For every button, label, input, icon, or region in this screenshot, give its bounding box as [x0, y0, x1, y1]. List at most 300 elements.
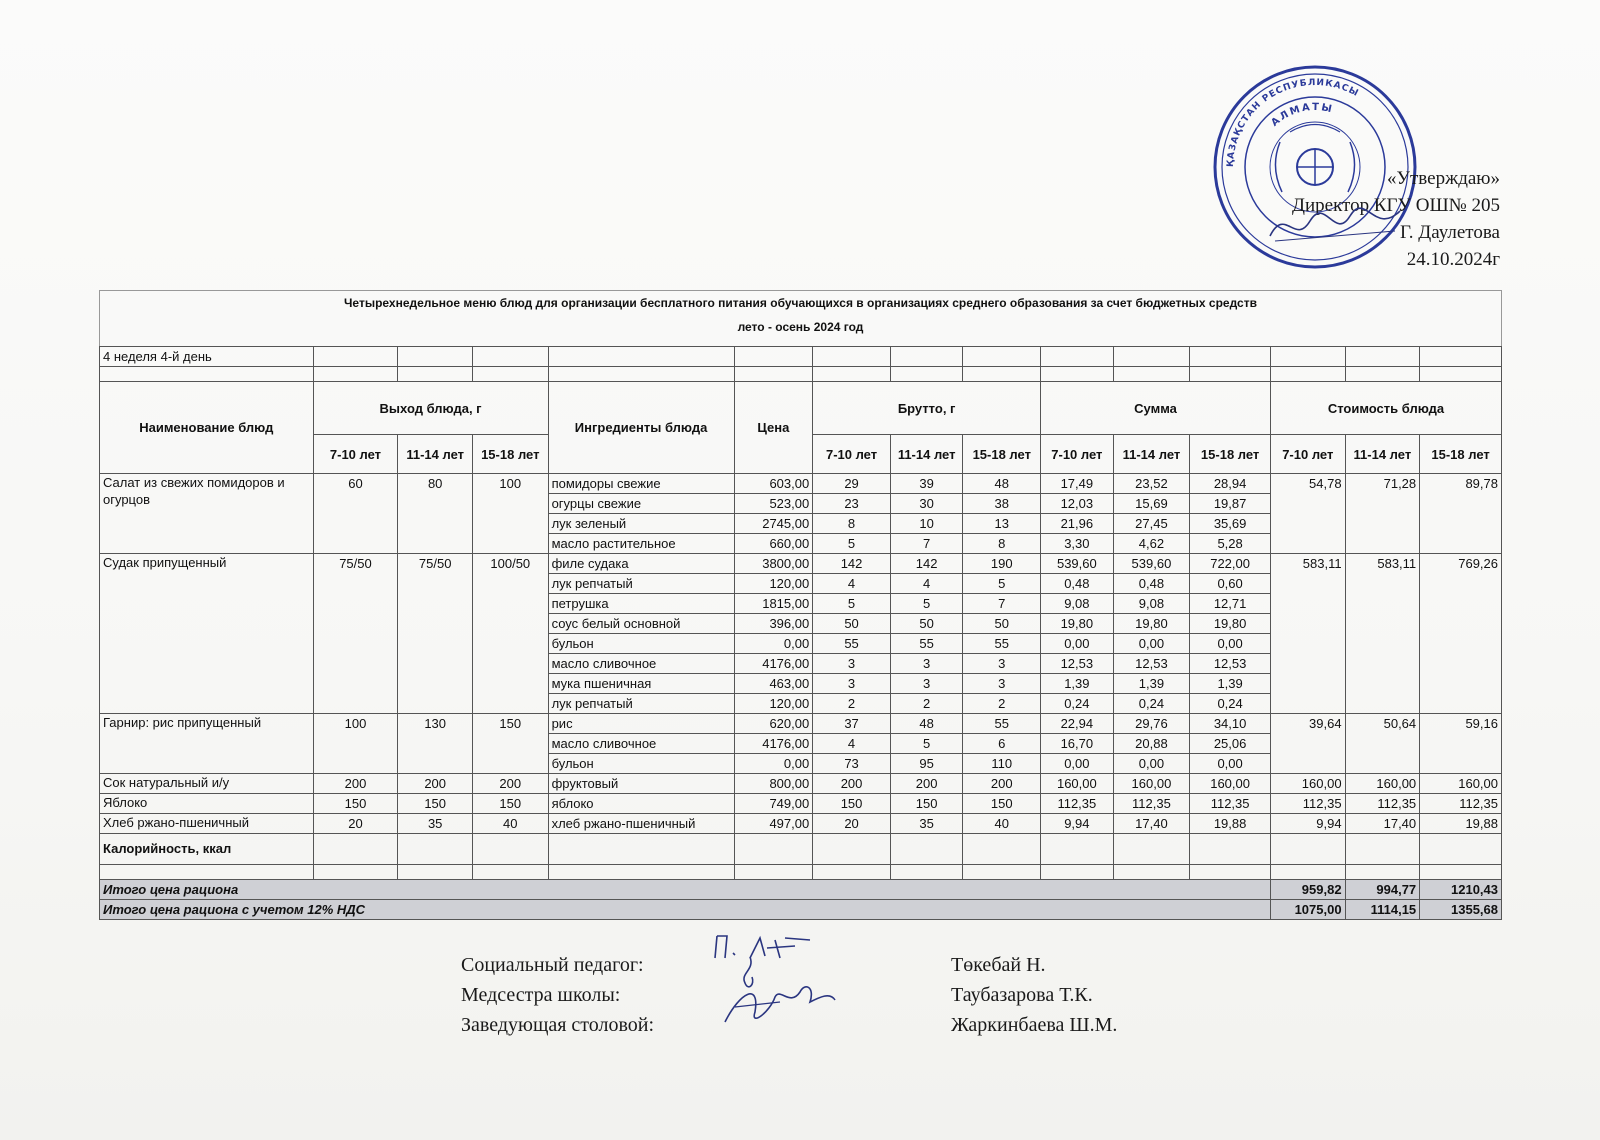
ingredient-price: 4176,00 — [734, 734, 813, 754]
header-age: 7-10 лет — [1041, 435, 1114, 474]
signature-person: Жаркинбаева Ш.М. — [951, 1014, 1118, 1036]
empty-cell — [1270, 347, 1345, 367]
header-age: 7-10 лет — [313, 435, 398, 474]
dish-yield: 100 — [313, 714, 398, 774]
total-value: 994,77 — [1345, 880, 1420, 900]
empty-cell — [813, 367, 891, 382]
ingredient-gross: 3 — [890, 674, 963, 694]
ingredient-sum: 20,88 — [1113, 734, 1190, 754]
ingredient-sum: 539,60 — [1113, 554, 1190, 574]
dish-cost: 89,78 — [1420, 474, 1502, 554]
empty-cell — [313, 367, 398, 382]
svg-text:АЛМАТЫ — [1269, 102, 1334, 129]
ingredient-price: 0,00 — [734, 754, 813, 774]
ingredient-sum: 0,60 — [1190, 574, 1271, 594]
ingredient-gross: 50 — [890, 614, 963, 634]
ingredient-sum: 0,00 — [1113, 754, 1190, 774]
ingredient-name: хлеб ржано-пшеничный — [548, 814, 734, 834]
empty-cell — [1113, 347, 1190, 367]
dish-yield: 150 — [398, 794, 473, 814]
dish-cost: 54,78 — [1270, 474, 1345, 554]
dish-yield: 40 — [472, 814, 548, 834]
table-row — [100, 814, 1502, 834]
dish-cost: 9,94 — [1270, 814, 1345, 834]
empty-cell — [100, 865, 314, 880]
ingredient-gross: 37 — [813, 714, 891, 734]
ingredient-gross: 110 — [963, 754, 1041, 774]
ingredient-gross: 8 — [963, 534, 1041, 554]
table-row — [100, 865, 1502, 880]
empty-cell — [1190, 834, 1271, 865]
ingredient-sum: 0,24 — [1190, 694, 1271, 714]
table-row — [100, 880, 1502, 900]
ingredient-gross: 55 — [963, 714, 1041, 734]
ingredient-sum: 17,49 — [1041, 474, 1114, 494]
dish-yield: 200 — [313, 774, 398, 794]
ingredient-sum: 28,94 — [1190, 474, 1271, 494]
table-row — [100, 474, 1502, 494]
ingredient-sum: 1,39 — [1190, 674, 1271, 694]
ingredient-gross: 3 — [963, 654, 1041, 674]
table-row — [100, 367, 1502, 382]
empty-cell — [100, 367, 314, 382]
ingredient-gross: 20 — [813, 814, 891, 834]
ingredient-name: фруктовый — [548, 774, 734, 794]
ingredient-name: огурцы свежие — [548, 494, 734, 514]
ingredient-name: лук репчатый — [548, 694, 734, 714]
dish-yield: 75/50 — [398, 554, 473, 714]
total-vat-value: 1114,15 — [1345, 900, 1420, 920]
ingredient-sum: 722,00 — [1190, 554, 1271, 574]
dish-cost: 160,00 — [1345, 774, 1420, 794]
empty-cell — [1190, 367, 1271, 382]
header-price: Цена — [734, 382, 813, 474]
signatures-block — [461, 950, 1261, 1040]
ingredient-sum: 21,96 — [1041, 514, 1114, 534]
table-row — [100, 794, 1502, 814]
ingredient-gross: 2 — [890, 694, 963, 714]
empty-cell — [1113, 865, 1190, 880]
ingredient-gross: 38 — [963, 494, 1041, 514]
ingredient-gross: 95 — [890, 754, 963, 774]
total-value: 959,82 — [1270, 880, 1345, 900]
header-age: 15-18 лет — [963, 435, 1041, 474]
ingredient-gross: 29 — [813, 474, 891, 494]
ingredient-price: 396,00 — [734, 614, 813, 634]
stamp-outer-text: ҚАЗАҚСТАН РЕСПУБЛИКАСЫ — [1225, 77, 1361, 168]
ingredient-gross: 2 — [963, 694, 1041, 714]
ingredient-name: соус белый основной — [548, 614, 734, 634]
ingredient-sum: 15,69 — [1113, 494, 1190, 514]
ingredient-name: масло сливочное — [548, 654, 734, 674]
total-vat-value: 1075,00 — [1270, 900, 1345, 920]
dish-yield: 150 — [313, 794, 398, 814]
ingredient-sum: 1,39 — [1041, 674, 1114, 694]
empty-cell — [1345, 347, 1420, 367]
ingredient-price: 2745,00 — [734, 514, 813, 534]
dish-cost: 160,00 — [1270, 774, 1345, 794]
ingredient-price: 660,00 — [734, 534, 813, 554]
ingredient-name: бульон — [548, 754, 734, 774]
table-row — [100, 774, 1502, 794]
empty-cell — [1113, 367, 1190, 382]
empty-cell — [313, 834, 398, 865]
menu-table — [99, 346, 1502, 920]
empty-cell — [472, 347, 548, 367]
empty-cell — [1420, 367, 1502, 382]
ingredient-gross: 55 — [963, 634, 1041, 654]
dish-cost: 583,11 — [1345, 554, 1420, 714]
ingredient-price: 1815,00 — [734, 594, 813, 614]
ingredient-gross: 50 — [963, 614, 1041, 634]
empty-cell — [472, 367, 548, 382]
ingredient-sum: 112,35 — [1041, 794, 1114, 814]
ingredient-gross: 200 — [963, 774, 1041, 794]
ingredient-sum: 0,00 — [1190, 634, 1271, 654]
ingredient-gross: 5 — [890, 734, 963, 754]
empty-cell — [548, 865, 734, 880]
ingredient-price: 120,00 — [734, 694, 813, 714]
ingredient-price: 4176,00 — [734, 654, 813, 674]
ingredient-gross: 4 — [813, 574, 891, 594]
ingredient-sum: 12,53 — [1041, 654, 1114, 674]
menu-title: Четырехнедельное меню блюд для организации бесплатного питания обучающихся в организациях среднего образования за счет бюджетных средств — [344, 296, 1257, 310]
header-age: 7-10 лет — [1270, 435, 1345, 474]
ingredient-sum: 12,53 — [1113, 654, 1190, 674]
ingredient-gross: 13 — [963, 514, 1041, 534]
empty-cell — [1420, 865, 1502, 880]
header-sum: Сумма — [1041, 382, 1271, 435]
ingredient-gross: 5 — [813, 594, 891, 614]
dish-name: Гарнир: рис припущенный — [100, 714, 314, 774]
ingredient-gross: 10 — [890, 514, 963, 534]
total-label: Итого цена рациона — [100, 880, 1271, 900]
empty-cell — [1041, 834, 1114, 865]
empty-cell — [398, 347, 473, 367]
dish-yield: 100 — [472, 474, 548, 554]
stamp-inner-text: АЛМАТЫ — [1269, 101, 1335, 129]
empty-cell — [548, 834, 734, 865]
ingredient-sum: 19,80 — [1113, 614, 1190, 634]
ingredient-name: масло сливочное — [548, 734, 734, 754]
ingredient-name: яблоко — [548, 794, 734, 814]
signature-person: Таубазарова Т.К. — [951, 984, 1093, 1006]
empty-cell — [1420, 834, 1502, 865]
empty-cell — [548, 367, 734, 382]
empty-cell — [1270, 367, 1345, 382]
ingredient-sum: 16,70 — [1041, 734, 1114, 754]
ingredient-sum: 35,69 — [1190, 514, 1271, 534]
ingredient-sum: 4,62 — [1113, 534, 1190, 554]
dish-name: Салат из свежих помидоров и огурцов — [100, 474, 314, 554]
ingredient-sum: 5,28 — [1190, 534, 1271, 554]
empty-cell — [1041, 347, 1114, 367]
dish-cost: 160,00 — [1420, 774, 1502, 794]
ingredient-gross: 23 — [813, 494, 891, 514]
dish-cost: 71,28 — [1345, 474, 1420, 554]
ingredient-sum: 17,40 — [1113, 814, 1190, 834]
ingredient-sum: 19,87 — [1190, 494, 1271, 514]
dish-cost: 19,88 — [1420, 814, 1502, 834]
ingredient-gross: 48 — [963, 474, 1041, 494]
ingredient-gross: 55 — [890, 634, 963, 654]
ingredient-sum: 23,52 — [1113, 474, 1190, 494]
ingredient-gross: 4 — [890, 574, 963, 594]
dish-cost: 112,35 — [1270, 794, 1345, 814]
dish-cost: 50,64 — [1345, 714, 1420, 774]
empty-cell — [963, 367, 1041, 382]
empty-cell — [890, 367, 963, 382]
empty-cell — [398, 367, 473, 382]
table-row — [100, 900, 1502, 920]
empty-cell — [734, 367, 813, 382]
empty-cell — [1270, 834, 1345, 865]
empty-cell — [734, 865, 813, 880]
ingredient-sum: 0,00 — [1113, 634, 1190, 654]
total-value: 1210,43 — [1420, 880, 1502, 900]
ingredient-name: лук зеленый — [548, 514, 734, 534]
ingredient-gross: 4 — [813, 734, 891, 754]
ingredient-gross: 8 — [813, 514, 891, 534]
signature-role: Медсестра школы: — [461, 984, 621, 1006]
dish-yield: 130 — [398, 714, 473, 774]
dish-yield: 100/50 — [472, 554, 548, 714]
ingredient-sum: 19,80 — [1190, 614, 1271, 634]
header-age: 15-18 лет — [472, 435, 548, 474]
header-ingredients: Ингредиенты блюда — [548, 382, 734, 474]
ingredient-sum: 0,00 — [1190, 754, 1271, 774]
header-age: 15-18 лет — [1190, 435, 1271, 474]
ingredient-gross: 7 — [890, 534, 963, 554]
ingredient-sum: 29,76 — [1113, 714, 1190, 734]
approval-line-1: «Утверждаю» — [1387, 168, 1500, 189]
ingredient-gross: 35 — [890, 814, 963, 834]
ingredient-price: 800,00 — [734, 774, 813, 794]
empty-cell — [1345, 834, 1420, 865]
header-gross: Брутто, г — [813, 382, 1041, 435]
header-dish-cost: Стоимость блюда — [1270, 382, 1501, 435]
ingredient-name: лук репчатый — [548, 574, 734, 594]
dish-yield: 75/50 — [313, 554, 398, 714]
ingredient-gross: 5 — [963, 574, 1041, 594]
ingredient-price: 120,00 — [734, 574, 813, 594]
dish-yield: 35 — [398, 814, 473, 834]
header-age: 11-14 лет — [890, 435, 963, 474]
header-age: 11-14 лет — [398, 435, 473, 474]
table-row — [100, 347, 1502, 367]
signature-role: Заведующая столовой: — [461, 1014, 655, 1036]
ingredient-price: 3800,00 — [734, 554, 813, 574]
signature-person: Төкебай Н. — [951, 954, 1046, 976]
empty-cell — [1270, 865, 1345, 880]
ingredient-sum: 539,60 — [1041, 554, 1114, 574]
signature-row — [461, 980, 1261, 1010]
empty-cell — [398, 865, 473, 880]
ingredient-gross: 5 — [813, 534, 891, 554]
empty-cell — [472, 834, 548, 865]
total-vat-value: 1355,68 — [1420, 900, 1502, 920]
empty-cell — [963, 834, 1041, 865]
dish-cost: 17,40 — [1345, 814, 1420, 834]
ingredient-sum: 160,00 — [1041, 774, 1114, 794]
ingredient-sum: 12,53 — [1190, 654, 1271, 674]
empty-cell — [548, 347, 734, 367]
table-row — [100, 714, 1502, 734]
menu-document — [99, 290, 1502, 920]
ingredient-sum: 112,35 — [1190, 794, 1271, 814]
ingredient-gross: 142 — [813, 554, 891, 574]
ingredient-price: 523,00 — [734, 494, 813, 514]
header-age: 11-14 лет — [1113, 435, 1190, 474]
menu-season: лето - осень 2024 год — [737, 320, 864, 334]
empty-cell — [813, 834, 891, 865]
empty-cell — [1190, 865, 1271, 880]
ingredient-name: помидоры свежие — [548, 474, 734, 494]
empty-cell — [890, 347, 963, 367]
empty-cell — [398, 834, 473, 865]
empty-cell — [963, 865, 1041, 880]
dish-yield: 200 — [472, 774, 548, 794]
dish-yield: 200 — [398, 774, 473, 794]
ingredient-price: 603,00 — [734, 474, 813, 494]
signature-row — [461, 950, 1261, 980]
header-yield: Выход блюда, г — [313, 382, 548, 435]
table-row — [100, 554, 1502, 574]
ingredient-gross: 73 — [813, 754, 891, 774]
dish-yield: 80 — [398, 474, 473, 554]
ingredient-sum: 9,94 — [1041, 814, 1114, 834]
ingredient-sum: 22,94 — [1041, 714, 1114, 734]
empty-cell — [1041, 367, 1114, 382]
empty-cell — [734, 347, 813, 367]
ingredient-gross: 2 — [813, 694, 891, 714]
ingredient-sum: 9,08 — [1113, 594, 1190, 614]
ingredient-sum: 160,00 — [1190, 774, 1271, 794]
total-vat-label: Итого цена рациона с учетом 12% НДС — [100, 900, 1271, 920]
empty-cell — [813, 865, 891, 880]
dish-cost: 112,35 — [1420, 794, 1502, 814]
ingredient-gross: 39 — [890, 474, 963, 494]
empty-cell — [472, 865, 548, 880]
approval-line-4: 24.10.2024г — [1406, 249, 1500, 270]
table-row — [100, 382, 1502, 435]
dish-cost: 112,35 — [1345, 794, 1420, 814]
empty-cell — [313, 865, 398, 880]
ingredient-gross: 190 — [963, 554, 1041, 574]
empty-cell — [813, 347, 891, 367]
empty-cell — [1113, 834, 1190, 865]
ingredient-gross: 3 — [963, 674, 1041, 694]
ingredient-gross: 55 — [813, 634, 891, 654]
week-day-label: 4 неделя 4-й день — [100, 347, 314, 367]
ingredient-sum: 34,10 — [1190, 714, 1271, 734]
ingredient-sum: 1,39 — [1113, 674, 1190, 694]
ingredient-name: рис — [548, 714, 734, 734]
dish-name: Сок натуральный и/у — [100, 774, 314, 794]
ingredient-sum: 0,00 — [1041, 754, 1114, 774]
ingredient-price: 620,00 — [734, 714, 813, 734]
ingredient-gross: 200 — [813, 774, 891, 794]
ingredient-gross: 30 — [890, 494, 963, 514]
ingredient-sum: 19,88 — [1190, 814, 1271, 834]
dish-cost: 769,26 — [1420, 554, 1502, 714]
ingredient-gross: 150 — [963, 794, 1041, 814]
ingredient-sum: 160,00 — [1113, 774, 1190, 794]
empty-cell — [1345, 865, 1420, 880]
canteen-head-signature — [720, 972, 840, 1032]
header-age: 7-10 лет — [813, 435, 891, 474]
ingredient-sum: 3,30 — [1041, 534, 1114, 554]
header-age: 11-14 лет — [1345, 435, 1420, 474]
empty-cell — [1420, 347, 1502, 367]
dish-cost: 583,11 — [1270, 554, 1345, 714]
signature-role: Социальный педагог: — [461, 954, 644, 976]
ingredient-gross: 150 — [890, 794, 963, 814]
empty-cell — [963, 347, 1041, 367]
ingredient-gross: 200 — [890, 774, 963, 794]
ingredient-gross: 40 — [963, 814, 1041, 834]
ingredient-sum: 27,45 — [1113, 514, 1190, 534]
ingredient-gross: 3 — [813, 654, 891, 674]
approval-line-3: Г. Даулетова — [1399, 222, 1500, 243]
dish-yield: 20 — [313, 814, 398, 834]
ingredient-gross: 50 — [813, 614, 891, 634]
ingredient-name: филе судака — [548, 554, 734, 574]
dish-yield: 60 — [313, 474, 398, 554]
ingredient-name: бульон — [548, 634, 734, 654]
dish-cost: 39,64 — [1270, 714, 1345, 774]
ingredient-sum: 0,48 — [1113, 574, 1190, 594]
ingredient-sum: 25,06 — [1190, 734, 1271, 754]
ingredient-sum: 19,80 — [1041, 614, 1114, 634]
ingredient-sum: 12,71 — [1190, 594, 1271, 614]
dish-yield: 150 — [472, 794, 548, 814]
dish-yield: 150 — [472, 714, 548, 774]
empty-cell — [1345, 367, 1420, 382]
dish-name: Яблоко — [100, 794, 314, 814]
ingredient-name: петрушка — [548, 594, 734, 614]
ingredient-price: 0,00 — [734, 634, 813, 654]
ingredient-gross: 6 — [963, 734, 1041, 754]
ingredient-price: 749,00 — [734, 794, 813, 814]
ingredient-price: 497,00 — [734, 814, 813, 834]
empty-cell — [313, 347, 398, 367]
dish-name: Судак припущенный — [100, 554, 314, 714]
empty-cell — [734, 834, 813, 865]
table-row — [100, 834, 1502, 865]
director-signature — [1265, 196, 1405, 256]
ingredient-sum: 12,03 — [1041, 494, 1114, 514]
empty-cell — [1041, 865, 1114, 880]
ingredient-sum: 112,35 — [1113, 794, 1190, 814]
signature-row — [461, 1010, 1261, 1040]
empty-cell — [890, 834, 963, 865]
ingredient-sum: 0,48 — [1041, 574, 1114, 594]
approval-line-2: Директор КГУ ОШ№ 205 — [1292, 195, 1500, 216]
ingredient-gross: 5 — [890, 594, 963, 614]
ingredient-sum: 0,24 — [1041, 694, 1114, 714]
dish-name: Хлеб ржано-пшеничный — [100, 814, 314, 834]
ingredient-name: масло растительное — [548, 534, 734, 554]
ingredient-sum: 0,00 — [1041, 634, 1114, 654]
empty-cell — [1190, 347, 1271, 367]
ingredient-sum: 9,08 — [1041, 594, 1114, 614]
ingredient-sum: 0,24 — [1113, 694, 1190, 714]
header-age: 15-18 лет — [1420, 435, 1502, 474]
header-dish-name: Наименование блюд — [100, 382, 314, 474]
ingredient-gross: 3 — [890, 654, 963, 674]
ingredient-name: мука пшеничная — [548, 674, 734, 694]
